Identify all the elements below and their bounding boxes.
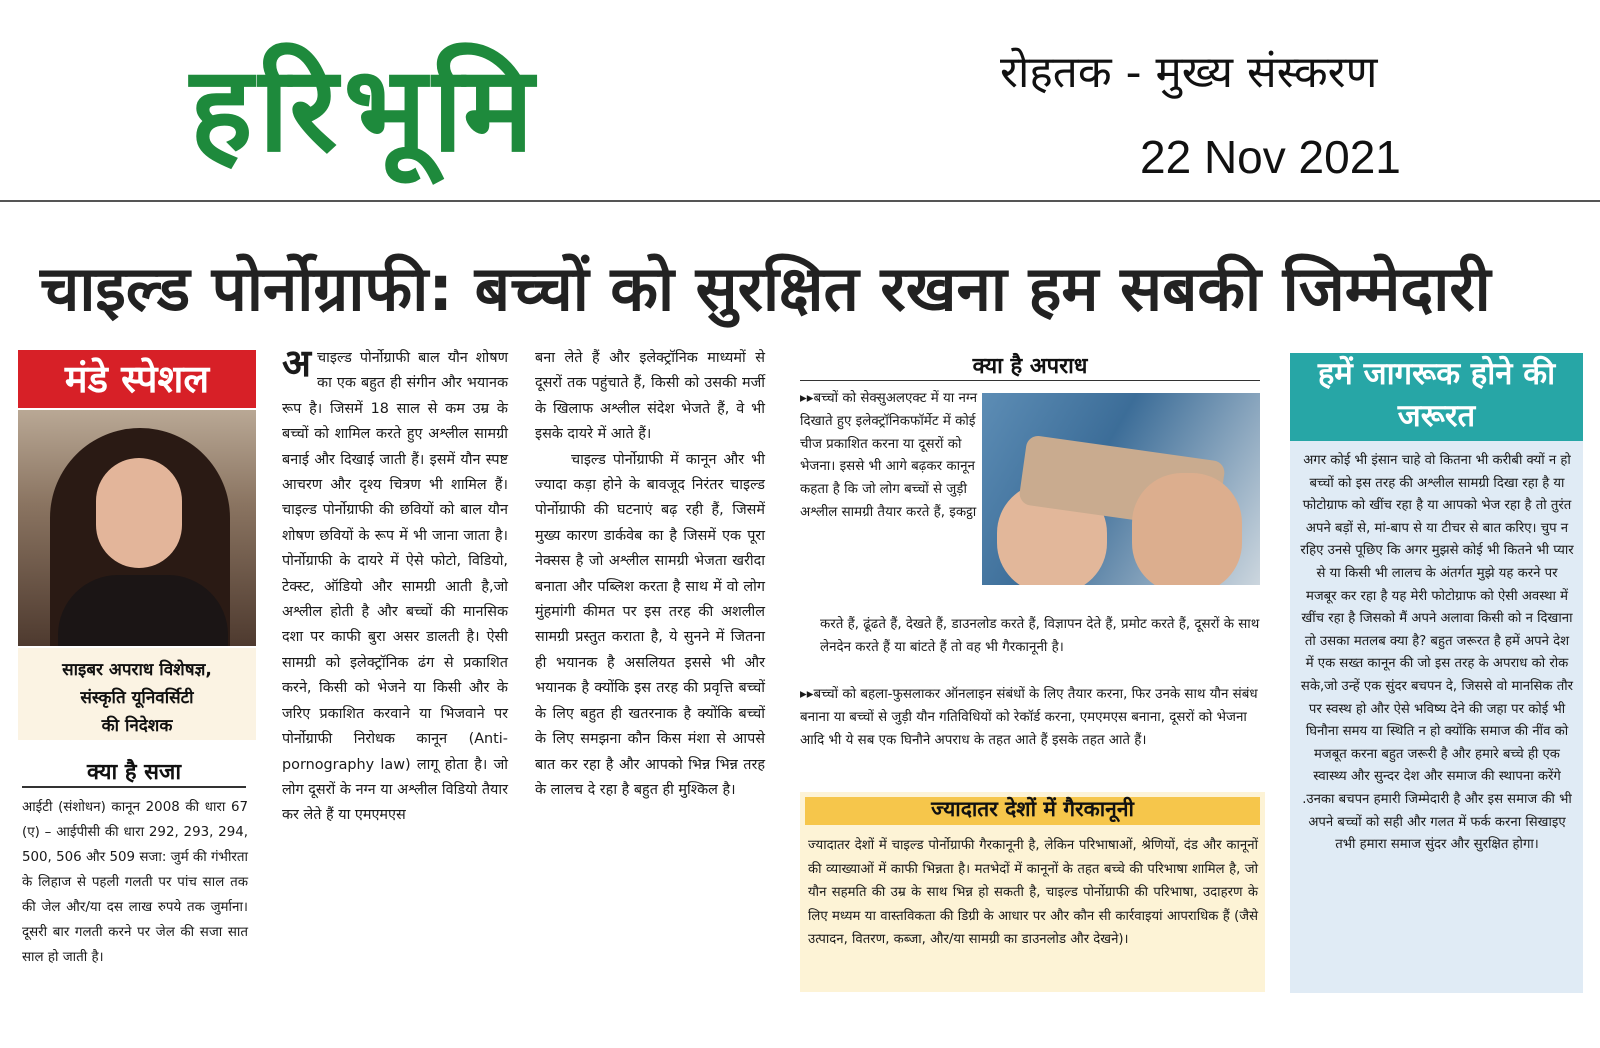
- punishment-text: आईटी (संशोधन) कानून 2008 की धारा 67 (ए) – आईपीसी की धारा 292, 293, 294, 500, 506 और 509 सजा: जुर्म की गंभीरता के लिहाज से पहली गलती पर पांच साल तक की जेल और/या दस लाख रुपये तक जुर्माना। दूसरी बार गलती करने पर जेल की सजा सात साल हो जाती है।: [22, 800, 248, 965]
- caption-line: संस्कृति यूनिवर्सिटी: [80, 688, 194, 708]
- crime-bullet-1-rest: करते हैं, ढूंढते हैं, देखते हैं, डाउनलोड करते हैं, विज्ञापन देते हैं, प्रमोट करते हैं, दूसरों के साथ लेनदेन करते हैं या बांटते हैं तो वह भी गैरकानूनी है।: [820, 617, 1260, 655]
- newspaper-logo: हरिभूमि: [190, 40, 540, 178]
- monday-special-tag: मंडे स्पेशल: [18, 350, 256, 408]
- article-column-2: [282, 341, 508, 829]
- article-paragraph: चाइल्ड पोर्नोग्राफी में कानून और भी ज्यादा कड़ा होने के बावजूद निरंतर चाइल्ड पोर्नोग्राफी की घटनाएं बढ़ रही हैं, जिसमें मुख्य कारण डार्कवेब का है जिसमें एक पूरा नेक्सस है जो अश्लील सामग्री भेजता खरीदा बनाता और पब्लिश करता है साथ में वो लोग मुंहमांगी कीमत पर इस तरह की अशलील सामग्री प्रस्तुत कराता है, ये सुनने में जितना ही भयानक है असलियत इससे भी और भयानक है क्योंकि इस तरह की प्रवृत्ति बच्चों के लिए बहुत ही खतरनाक है क्योंकि बच्चों के लिए समझना कौन किस मंशा से आपसे बात कर रहा है और आपको भिन्न भिन्न तरह के लालच दे रहा है बहुत ही मुश्किल है।: [535, 451, 765, 798]
- author-photo: [18, 410, 256, 646]
- drop-cap: अ: [282, 341, 312, 385]
- crime-bullet-text: बच्चों को सेक्सुअलएक्ट में या नग्न दिखाते हुए इलेक्ट्रॉनिकफॉर्मेट में कोई चीज प्रकाशित करना या दूसरों को भेजना। इससे भी आगे बढ़कर कानून कहता है कि जो लोग बच्चों से जुड़ी अश्लील सामग्री तैयार करते हैं, इकट्ठा: [800, 391, 978, 520]
- illegal-text: ज्यादातर देशों में चाइल्ड पोर्नोग्राफी गैरकानूनी है, लेकिन परिभाषाओं, श्रेणियों, दंड और कानूनों की व्याख्याओं में काफी भिन्नता है। मतभेदों में कानूनों के तहत बच्चे की परिभाषा शामिल है, जो यौन सहमति की उम्र के साथ भिन्न हो सकती है, चाइल्ड पोर्नोग्राफी की परिभाषा, उदाहरण के लिए मध्यम या वास्तविकता की डिग्री के आधार पर और कौन सी कार्रवाइयां आपराधिक हैं (जैसे उत्पादन, वितरण, कब्जा, और/या सामग्री का डाउनलोड और देखने)।: [808, 838, 1258, 948]
- crime-bullet-text: बच्चों को बहला-फुसलाकर ऑनलाइन संबंधों के लिए तैयार करना, फिर उनके साथ यौन संबंध बनाना या बच्चों से जुड़ी यौन गतिविधियों को रेकॉर्ड करना, एमएमएस बनाना, दूसरों को भेजना आदि भी ये सब एक घिनौने अपराध के तहत आते हैं इसके तहत आते हैं।: [800, 687, 1258, 748]
- crime-heading: क्या है अपराध: [800, 350, 1260, 381]
- edition-label: रोहतक - मुख्य संस्करण: [1000, 47, 1378, 98]
- article-headline: चाइल्ड पोर्नोग्राफी: बच्चों को सुरक्षित रखना हम सबकी जिम्मेदारी: [40, 252, 1491, 325]
- crime-bullet-2: [800, 684, 1260, 752]
- crime-bullet-1: [800, 388, 978, 525]
- article-column-3: [535, 346, 765, 803]
- bullet-arrow-icon: ▸▸: [800, 687, 814, 702]
- awareness-heading: हमें जागरूक होने की जरूरत: [1290, 353, 1583, 441]
- punishment-heading: क्या है सजा: [22, 756, 246, 788]
- publication-date: 22 Nov 2021: [1140, 131, 1401, 183]
- caption-line: की निदेशक: [101, 716, 173, 736]
- masthead-divider: [0, 200, 1600, 202]
- author-caption: [18, 648, 256, 740]
- illegal-heading: ज्यादातर देशों में गैरकानूनी: [931, 797, 1134, 821]
- caption-line: साइबर अपराध विशेषज्ञ,: [62, 660, 212, 680]
- article-paragraph: बना लेते हैं और इलेक्ट्रॉनिक माध्यमों से दूसरों तक पहुंचाते हैं, किसी को उसकी मर्जी के खिलाफ अश्लील संदेश भेजते हैं, वे भी इसके दायरे में आते हैं।: [535, 350, 765, 443]
- bullet-arrow-icon: ▸▸: [800, 391, 814, 406]
- article-text-col2: चाइल्ड पोर्नोग्राफी बाल यौन शोषण का एक बहुत ही संगीन और भयानक रूप है। जिसमें 18 साल से कम उम्र के बच्चों को शामिल करते हुए अश्लील सामग्री बनाई और दिखाई जाती हैं। इसमें यौन स्पष्ट आचरण और दृश्य चित्रण भी शामिल हैं। चाइल्ड पोर्नोग्राफी की छवियों को बाल यौन शोषण छवियों के रूप में भी जाना जाता है। पोर्नोग्राफी के दायरे में ऐसे फोटो, विडियो, टेक्स्ट, ऑडियो और सामग्री आती है,जो अश्लील होती है और बच्चों की मानसिक दशा पर काफी बुरा असर डालती है। ऐसी सामग्री को इलेक्ट्रॉनिक ढंग से प्रकाशित करने, किसी को भेजने या किसी और के जरिए प्रकाशित करवाने या भिजवाने पर पोर्नोग्राफी निरोधक कानून (Anti-pornography law) लागू होता है। जो लोग दूसरों के नग्न या अश्लील विडियो तैयार कर लेते हैं या एमएमएस: [282, 350, 508, 824]
- awareness-text: अगर कोई भी इंसान चाहे वो कितना भी करीबी क्यों न हो बच्चों को इस तरह की अश्लील सामग्री दिखा रहा है या फोटोग्राफ को खींच रहा है या आपको भेज रहा है तो तुरंत अपने बड़ों से, मां-बाप से या टीचर से बात करिए। चुप न रहिए उनसे पूछिए कि अगर मुझसे कोई भी कितने भी प्यार से या किसी भी लालच के अंतर्गत मुझे यह करने पर मजबूर कर रहा है यह मेरी फोटोग्राफ को ऐसी अवस्था में खींच रहा है जिसको मैं अपने अलावा किसी को न दिखाना तो उसका मतलब क्या है? बहुत जरूरत है हमें अपने देश में एक सख्त कानून की जो इस तरह के अपराध को रोक सके,जो उन्हें एक सुंदर बचपन दे, जिससे वो मानसिक तौर पर स्वस्थ हो और ऐसे भविष्य देने की जहा पर कोई भी घिनौना समय या स्थिति न हो क्योंकि समाज की नींव को मजबूत करना बहुत जरूरी है और हमारे बच्चे ही एक स्वास्थ्य और सुन्दर देश और समाज की स्थापना करेंगे .उनका बचपन हमारी जिम्मेदारी है और इस समाज की भी अपने बच्चों को सही और गलत में फर्क करना सिखाइए तभी हमारा समाज सुंदर और सुरक्षित होगा।: [1300, 453, 1574, 853]
- hands-phone-photo: [982, 393, 1260, 585]
